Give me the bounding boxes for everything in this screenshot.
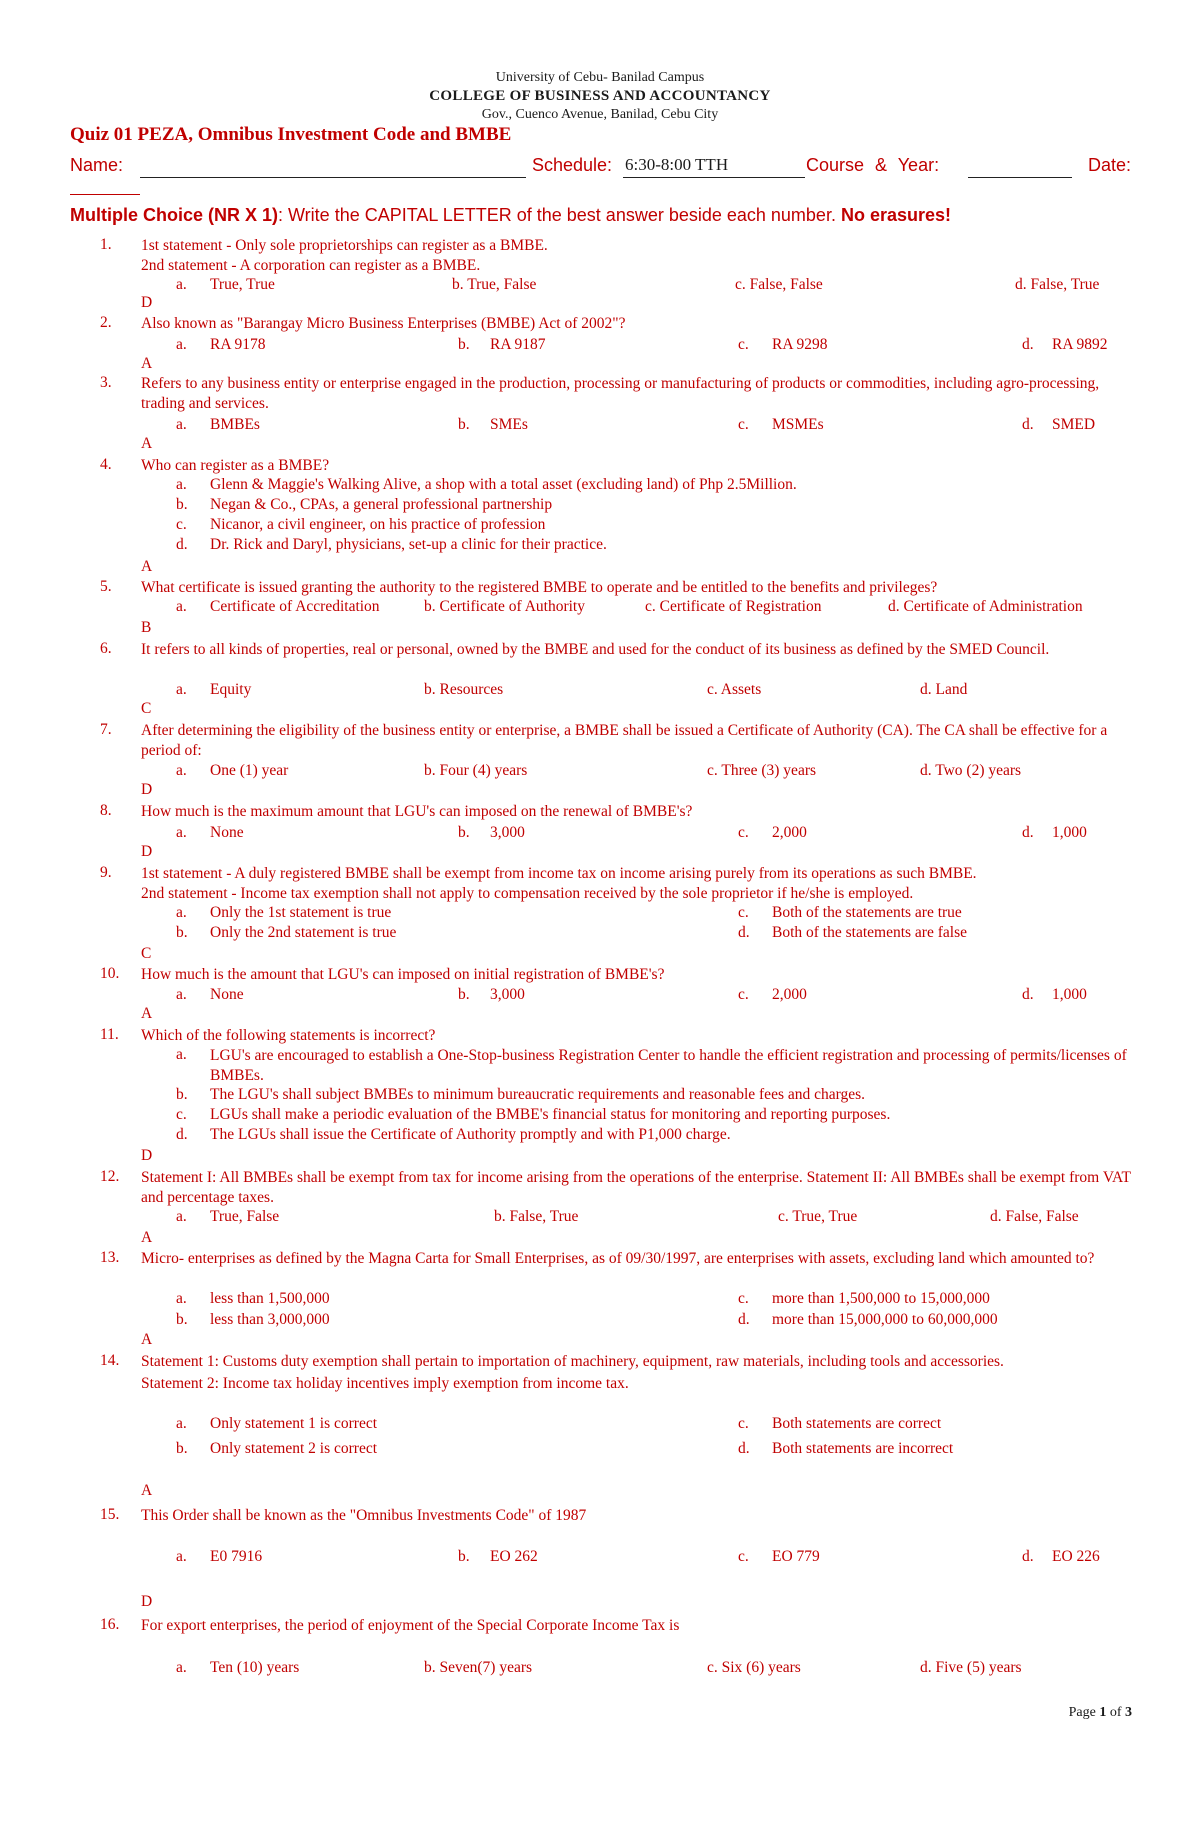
question-number: 1.	[100, 236, 112, 253]
answer: A	[141, 558, 153, 575]
answer: D	[141, 1593, 153, 1610]
answer: A	[141, 1229, 153, 1246]
option-letter: d.	[1022, 336, 1034, 353]
page-number: Page 1 of 3	[1068, 1705, 1132, 1720]
option-text: d. Two (2) years	[920, 762, 1022, 779]
option-letter: d.	[738, 1311, 750, 1328]
question-stem: What certificate is issued granting the authority to the registered BMBE to operate and be entitled to the benefits and privileges?	[141, 579, 938, 596]
answer: D	[141, 1147, 153, 1164]
name-field-line[interactable]	[140, 177, 526, 178]
answer: A	[141, 1331, 153, 1348]
question-number: 4.	[100, 456, 112, 473]
option-letter: a.	[176, 1290, 187, 1307]
question-number: 12.	[100, 1168, 120, 1185]
instructions-text: : Write the CAPITAL LETTER of the best answer beside each number.	[278, 205, 841, 225]
option-text: more than 1,500,000 to 15,000,000	[772, 1290, 990, 1307]
option-text: c. Certificate of Registration	[645, 598, 822, 615]
answer: C	[141, 945, 152, 962]
question-stem: Which of the following statements is incorrect?	[141, 1027, 436, 1044]
question-number: 7.	[100, 721, 112, 738]
option-text: Only statement 2 is correct	[210, 1440, 378, 1457]
question-number: 15.	[100, 1506, 120, 1523]
option-letter: a.	[176, 681, 187, 698]
option-text: Only statement 1 is correct	[210, 1415, 378, 1432]
question-number: 13.	[100, 1249, 120, 1266]
option-text: True, False	[210, 1208, 280, 1225]
name-label: Name:	[70, 155, 124, 175]
question-stem: Who can register as a BMBE?	[141, 457, 330, 474]
option-letter: a.	[176, 276, 187, 293]
option-text: SMED	[1052, 416, 1096, 433]
question-number: 8.	[100, 802, 112, 819]
option-letter: d.	[1022, 824, 1034, 841]
option-letter: b.	[176, 1086, 188, 1103]
option-text: RA 9298	[772, 336, 828, 353]
question-stem: Refers to any business entity or enterprise engaged in the production, processing or manufacturing of products or commodities, including agro-processing, trading and services.	[141, 375, 1100, 412]
option-letter: b.	[458, 986, 470, 1003]
option-text: b. False, True	[494, 1208, 579, 1225]
instructions-emphasis: No erasures!	[840, 205, 952, 225]
option-letter: b.	[176, 496, 188, 513]
option-letter: a.	[176, 904, 187, 921]
option-text: EO 262	[490, 1548, 538, 1565]
option-text: d. Certificate of Administration	[888, 598, 1083, 615]
answer: B	[141, 619, 152, 636]
option-text: The LGUs shall issue the Certificate of Authority promptly and with P1,000 charge.	[210, 1126, 731, 1143]
option-text: Equity	[210, 681, 252, 698]
option-text: b. Resources	[424, 681, 504, 698]
option-text: LGU's are encouraged to establish a One-Stop-business Registration Center to handle the efficient registration and processing of permits/licenses of BMBEs.	[210, 1047, 1127, 1084]
option-text: Glenn & Maggie's Walking Alive, a shop with a total asset (excluding land) of Php 2.5Million.	[210, 476, 797, 493]
option-text: Both of the statements are false	[772, 924, 967, 941]
instructions-prefix: Multiple Choice (NR X 1)	[70, 205, 279, 225]
question-stem: This Order shall be known as the "Omnibus Investments Code" of 1987	[141, 1507, 587, 1524]
option-letter: d.	[176, 1126, 188, 1143]
option-text: SMEs	[490, 416, 528, 433]
answer: D	[141, 781, 153, 798]
question-stem: Statement I: All BMBEs shall be exempt from tax for income arising from the operations of the enterprise. Statement II: All BMBEs shall be exempt from VAT and percentage taxes.	[141, 1169, 1131, 1206]
option-letter: c.	[738, 1548, 749, 1565]
option-text: c. True, True	[778, 1208, 858, 1225]
option-text: d. False, False	[990, 1208, 1079, 1225]
option-letter: b.	[458, 1548, 470, 1565]
question-stem: For export enterprises, the period of enjoyment of the Special Corporate Income Tax is	[141, 1617, 680, 1634]
question-stem: Micro- enterprises as defined by the Magna Carta for Small Enterprises, as of 09/30/1997, are enterprises with assets, excluding land which amounted to?	[141, 1250, 1095, 1267]
option-text: d. False, True	[1015, 276, 1100, 293]
option-text: b. Four (4) years	[424, 762, 528, 779]
option-text: less than 3,000,000	[210, 1311, 330, 1328]
question-number: 6.	[100, 640, 112, 657]
option-text: Both of the statements are true	[772, 904, 962, 921]
quiz-title: Quiz 01 PEZA, Omnibus Investment Code and BMBE	[70, 124, 512, 145]
option-letter: a.	[176, 598, 187, 615]
option-text: Nicanor, a civil engineer, on his practice of profession	[210, 516, 546, 533]
option-text: d. Five (5) years	[920, 1659, 1022, 1676]
option-letter: a.	[176, 762, 187, 779]
option-text: BMBEs	[210, 416, 260, 433]
option-text: RA 9178	[210, 336, 266, 353]
option-text: 3,000	[490, 824, 525, 841]
schedule-field-line	[623, 177, 805, 178]
option-text: The LGU's shall subject BMBEs to minimum bureaucratic requirements and reasonable fees and charges.	[210, 1086, 866, 1103]
question-number: 3.	[100, 374, 112, 391]
option-text: RA 9892	[1052, 336, 1108, 353]
option-letter: a.	[176, 1415, 187, 1432]
option-letter: c.	[176, 516, 187, 533]
question-number: 5.	[100, 578, 112, 595]
option-letter: c.	[738, 904, 749, 921]
option-text: 3,000	[490, 986, 525, 1003]
option-letter: a.	[176, 986, 187, 1003]
question-stem: How much is the amount that LGU's can imposed on initial registration of BMBE's?	[141, 966, 665, 983]
course-year-field-line[interactable]	[968, 177, 1072, 178]
question-stem: Statement 1: Customs duty exemption shall pertain to importation of machinery, equipment, raw materials, including tools and accessories. Statement 2: Income tax holiday incentives imply exemption from income tax.	[141, 1353, 1004, 1392]
course-year-label: Course & Year:	[806, 155, 940, 175]
option-letter: c.	[738, 1415, 749, 1432]
answer: D	[141, 843, 153, 860]
question-stem: How much is the maximum amount that LGU's can imposed on the renewal of BMBE's?	[141, 803, 693, 820]
option-letter: b.	[176, 1440, 188, 1457]
option-letter: d.	[738, 924, 750, 941]
option-text: RA 9187	[490, 336, 546, 353]
option-letter: c.	[738, 986, 749, 1003]
option-text: Certificate of Accreditation	[210, 598, 380, 615]
college-name: COLLEGE OF BUSINESS AND ACCOUNTANCY	[429, 88, 771, 104]
question-number: 14.	[100, 1352, 120, 1369]
option-text: E0 7916	[210, 1548, 263, 1565]
answer: D	[141, 294, 153, 311]
option-text: 1,000	[1052, 824, 1087, 841]
option-text: b. Certificate of Authority	[424, 598, 585, 615]
option-text: None	[210, 986, 244, 1003]
date-field-line[interactable]	[70, 194, 140, 195]
option-text: Ten (10) years	[210, 1659, 300, 1676]
option-letter: c.	[738, 336, 749, 353]
option-text: Both statements are incorrect	[772, 1440, 954, 1457]
question-number: 2.	[100, 314, 112, 331]
option-text: Dr. Rick and Daryl, physicians, set-up a clinic for their practice.	[210, 536, 607, 553]
question-stem: 1st statement - A duly registered BMBE shall be exempt from income tax on income arising purely from its operations as such BMBE. 2nd statement - Income tax exemption shall not apply to compensation received by the sole proprietor if he/she is employed.	[141, 865, 977, 902]
answer: A	[141, 1482, 153, 1499]
option-text: d. Land	[920, 681, 968, 698]
option-letter: a.	[176, 1659, 187, 1676]
question-number: 9.	[100, 864, 112, 881]
university-name: University of Cebu- Banilad Campus	[495, 70, 705, 85]
option-text: less than 1,500,000	[210, 1290, 330, 1307]
option-letter: d.	[176, 536, 188, 553]
schedule-label: Schedule:	[532, 155, 613, 175]
option-text: Only the 1st statement is true	[210, 904, 392, 921]
option-text: Negan & Co., CPAs, a general professional partnership	[210, 496, 553, 513]
college-address: Gov., Cuenco Avenue, Banilad, Cebu City	[481, 107, 719, 122]
option-letter: a.	[176, 1548, 187, 1565]
option-letter: b.	[458, 416, 470, 433]
answer: A	[141, 435, 153, 452]
option-text: MSMEs	[772, 416, 824, 433]
option-letter: a.	[176, 824, 187, 841]
option-text: more than 15,000,000 to 60,000,000	[772, 1311, 998, 1328]
answer: A	[141, 355, 153, 372]
question-stem: It refers to all kinds of properties, real or personal, owned by the BMBE and used for the conduct of its business as defined by the SMED Council.	[141, 641, 1050, 658]
option-text: One (1) year	[210, 762, 289, 779]
option-letter: c.	[738, 416, 749, 433]
date-label: Date:	[1088, 155, 1132, 175]
answer: A	[141, 1005, 153, 1022]
option-letter: c.	[176, 1106, 187, 1123]
question-stem: 1st statement - Only sole proprietorships can register as a BMBE. 2nd statement - A corporation can register as a BMBE.	[141, 237, 548, 274]
option-letter: d.	[1022, 986, 1034, 1003]
option-text: c. Six (6) years	[707, 1659, 801, 1676]
option-letter: b.	[458, 824, 470, 841]
instructions	[70, 205, 951, 226]
option-text: Both statements are correct	[772, 1415, 942, 1432]
option-text: EO 226	[1052, 1548, 1100, 1565]
option-letter: a.	[176, 1208, 187, 1225]
option-letter: d.	[738, 1440, 750, 1457]
option-letter: c.	[738, 1290, 749, 1307]
question-number: 11.	[100, 1026, 119, 1043]
question-stem: After determining the eligibility of the business entity or enterprise, a BMBE shall be issued a Certificate of Authority (CA). The CA shall be effective for a period of:	[141, 722, 1108, 759]
question-number: 10.	[100, 965, 120, 982]
option-text: EO 779	[772, 1548, 820, 1565]
option-text: LGUs shall make a periodic evaluation of the BMBE's financial status for monitoring and reporting purposes.	[210, 1106, 891, 1123]
option-text: 1,000	[1052, 986, 1087, 1003]
option-text: 2,000	[772, 824, 807, 841]
option-letter: a.	[176, 416, 187, 433]
option-text: b. Seven(7) years	[424, 1659, 533, 1676]
option-text: Only the 2nd statement is true	[210, 924, 397, 941]
option-letter: a.	[176, 1046, 187, 1063]
option-letter: d.	[1022, 1548, 1034, 1565]
option-letter: b.	[176, 1311, 188, 1328]
option-letter: c.	[738, 824, 749, 841]
option-text: c. False, False	[735, 276, 823, 293]
option-letter: b.	[458, 336, 470, 353]
option-letter: d.	[1022, 416, 1034, 433]
option-text: c. Assets	[707, 681, 762, 698]
option-text: 2,000	[772, 986, 807, 1003]
option-letter: a.	[176, 476, 187, 493]
question-stem: Also known as "Barangay Micro Business Enterprises (BMBE) Act of 2002"?	[141, 315, 626, 332]
option-text: None	[210, 824, 244, 841]
option-text: True, True	[210, 276, 275, 293]
option-letter: a.	[176, 336, 187, 353]
question-number: 16.	[100, 1616, 120, 1633]
answer: C	[141, 700, 152, 717]
schedule-value: 6:30-8:00 TTH	[625, 155, 729, 174]
option-letter: b.	[176, 924, 188, 941]
option-text: c. Three (3) years	[707, 762, 817, 779]
option-text: b. True, False	[452, 276, 537, 293]
